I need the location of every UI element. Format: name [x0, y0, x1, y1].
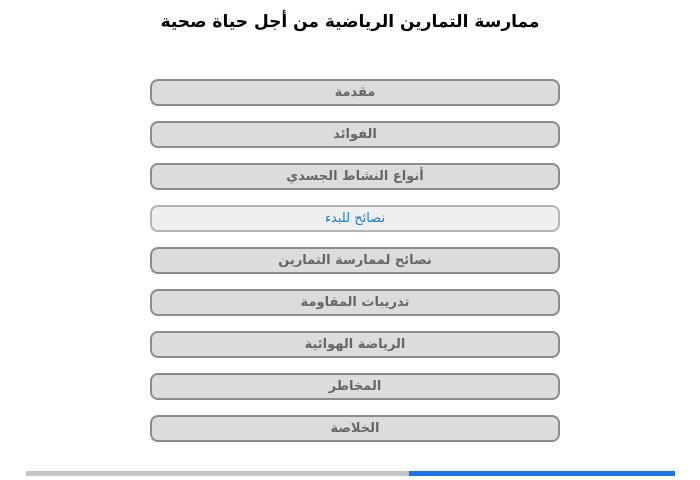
nav-item-introduction[interactable]: مقدمة	[150, 79, 560, 106]
nav-item-getting-started-tips[interactable]: نصائح للبدء	[150, 205, 560, 232]
nav-item-conclusion[interactable]: الخلاصة	[150, 415, 560, 442]
nav-item-benefits[interactable]: الفوائد	[150, 121, 560, 148]
progress-bar	[26, 471, 675, 476]
progress-fill	[409, 471, 675, 476]
nav-item-resistance-training[interactable]: تدريبات المقاومة	[150, 289, 560, 316]
nav-item-risks[interactable]: المخاطر	[150, 373, 560, 400]
section-nav	[150, 79, 560, 457]
nav-item-activity-types[interactable]: أنواع النشاط الجسدي	[150, 163, 560, 190]
nav-item-aerobic-exercise[interactable]: الرياضة الهوائية	[150, 331, 560, 358]
page-title: ممارسة التمارين الرياضية من أجل حياة صحية	[160, 12, 540, 32]
nav-item-exercise-tips[interactable]: نصائح لممارسة التمارين	[150, 247, 560, 274]
